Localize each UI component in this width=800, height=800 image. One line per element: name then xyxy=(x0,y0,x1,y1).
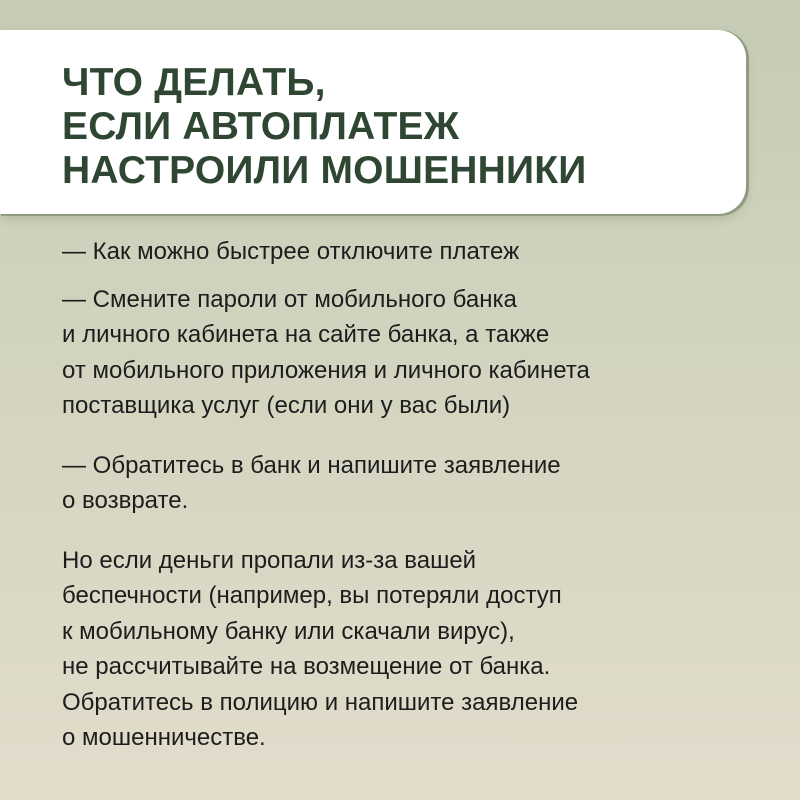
text-line: беспечности (например, вы потеряли доступ xyxy=(62,582,562,609)
text-line: к мобильному банку или скачали вирус), xyxy=(62,617,515,645)
tip-change-passwords xyxy=(62,282,762,424)
text-line: не рассчитывайте на возмещение от банка. xyxy=(62,653,551,680)
text-line: и личного кабинета на сайте банка, а также xyxy=(62,321,550,348)
text-line: — Обратитесь в банк и напишите заявление xyxy=(62,451,561,479)
title-line: НАСТРОИЛИ МОШЕННИКИ xyxy=(62,149,587,192)
tip-contact-bank xyxy=(62,448,762,519)
text-line: от мобильного приложения и личного кабинета xyxy=(62,356,590,384)
note-paragraph xyxy=(62,543,762,756)
text-line: о возврате. xyxy=(62,487,189,514)
page-title xyxy=(62,61,587,193)
text-line: Обратитесь в полицию и напишите заявление xyxy=(62,688,579,716)
text-line: — Смените пароли от мобильного банка xyxy=(62,285,517,313)
text-line: поставщика услуг (если они у вас были) xyxy=(62,392,511,419)
tip-disable-payment xyxy=(62,234,762,270)
title-line: ЕСЛИ АВТОПЛАТЕЖ xyxy=(62,105,460,148)
content xyxy=(62,234,762,780)
text-line: Но если деньги пропали из-за вашей xyxy=(62,546,477,574)
text-line: о мошенничестве. xyxy=(62,724,266,751)
title-line: ЧТО ДЕЛАТЬ, xyxy=(62,61,326,104)
text-line: — Как можно быстрее отключите платеж xyxy=(62,238,520,265)
